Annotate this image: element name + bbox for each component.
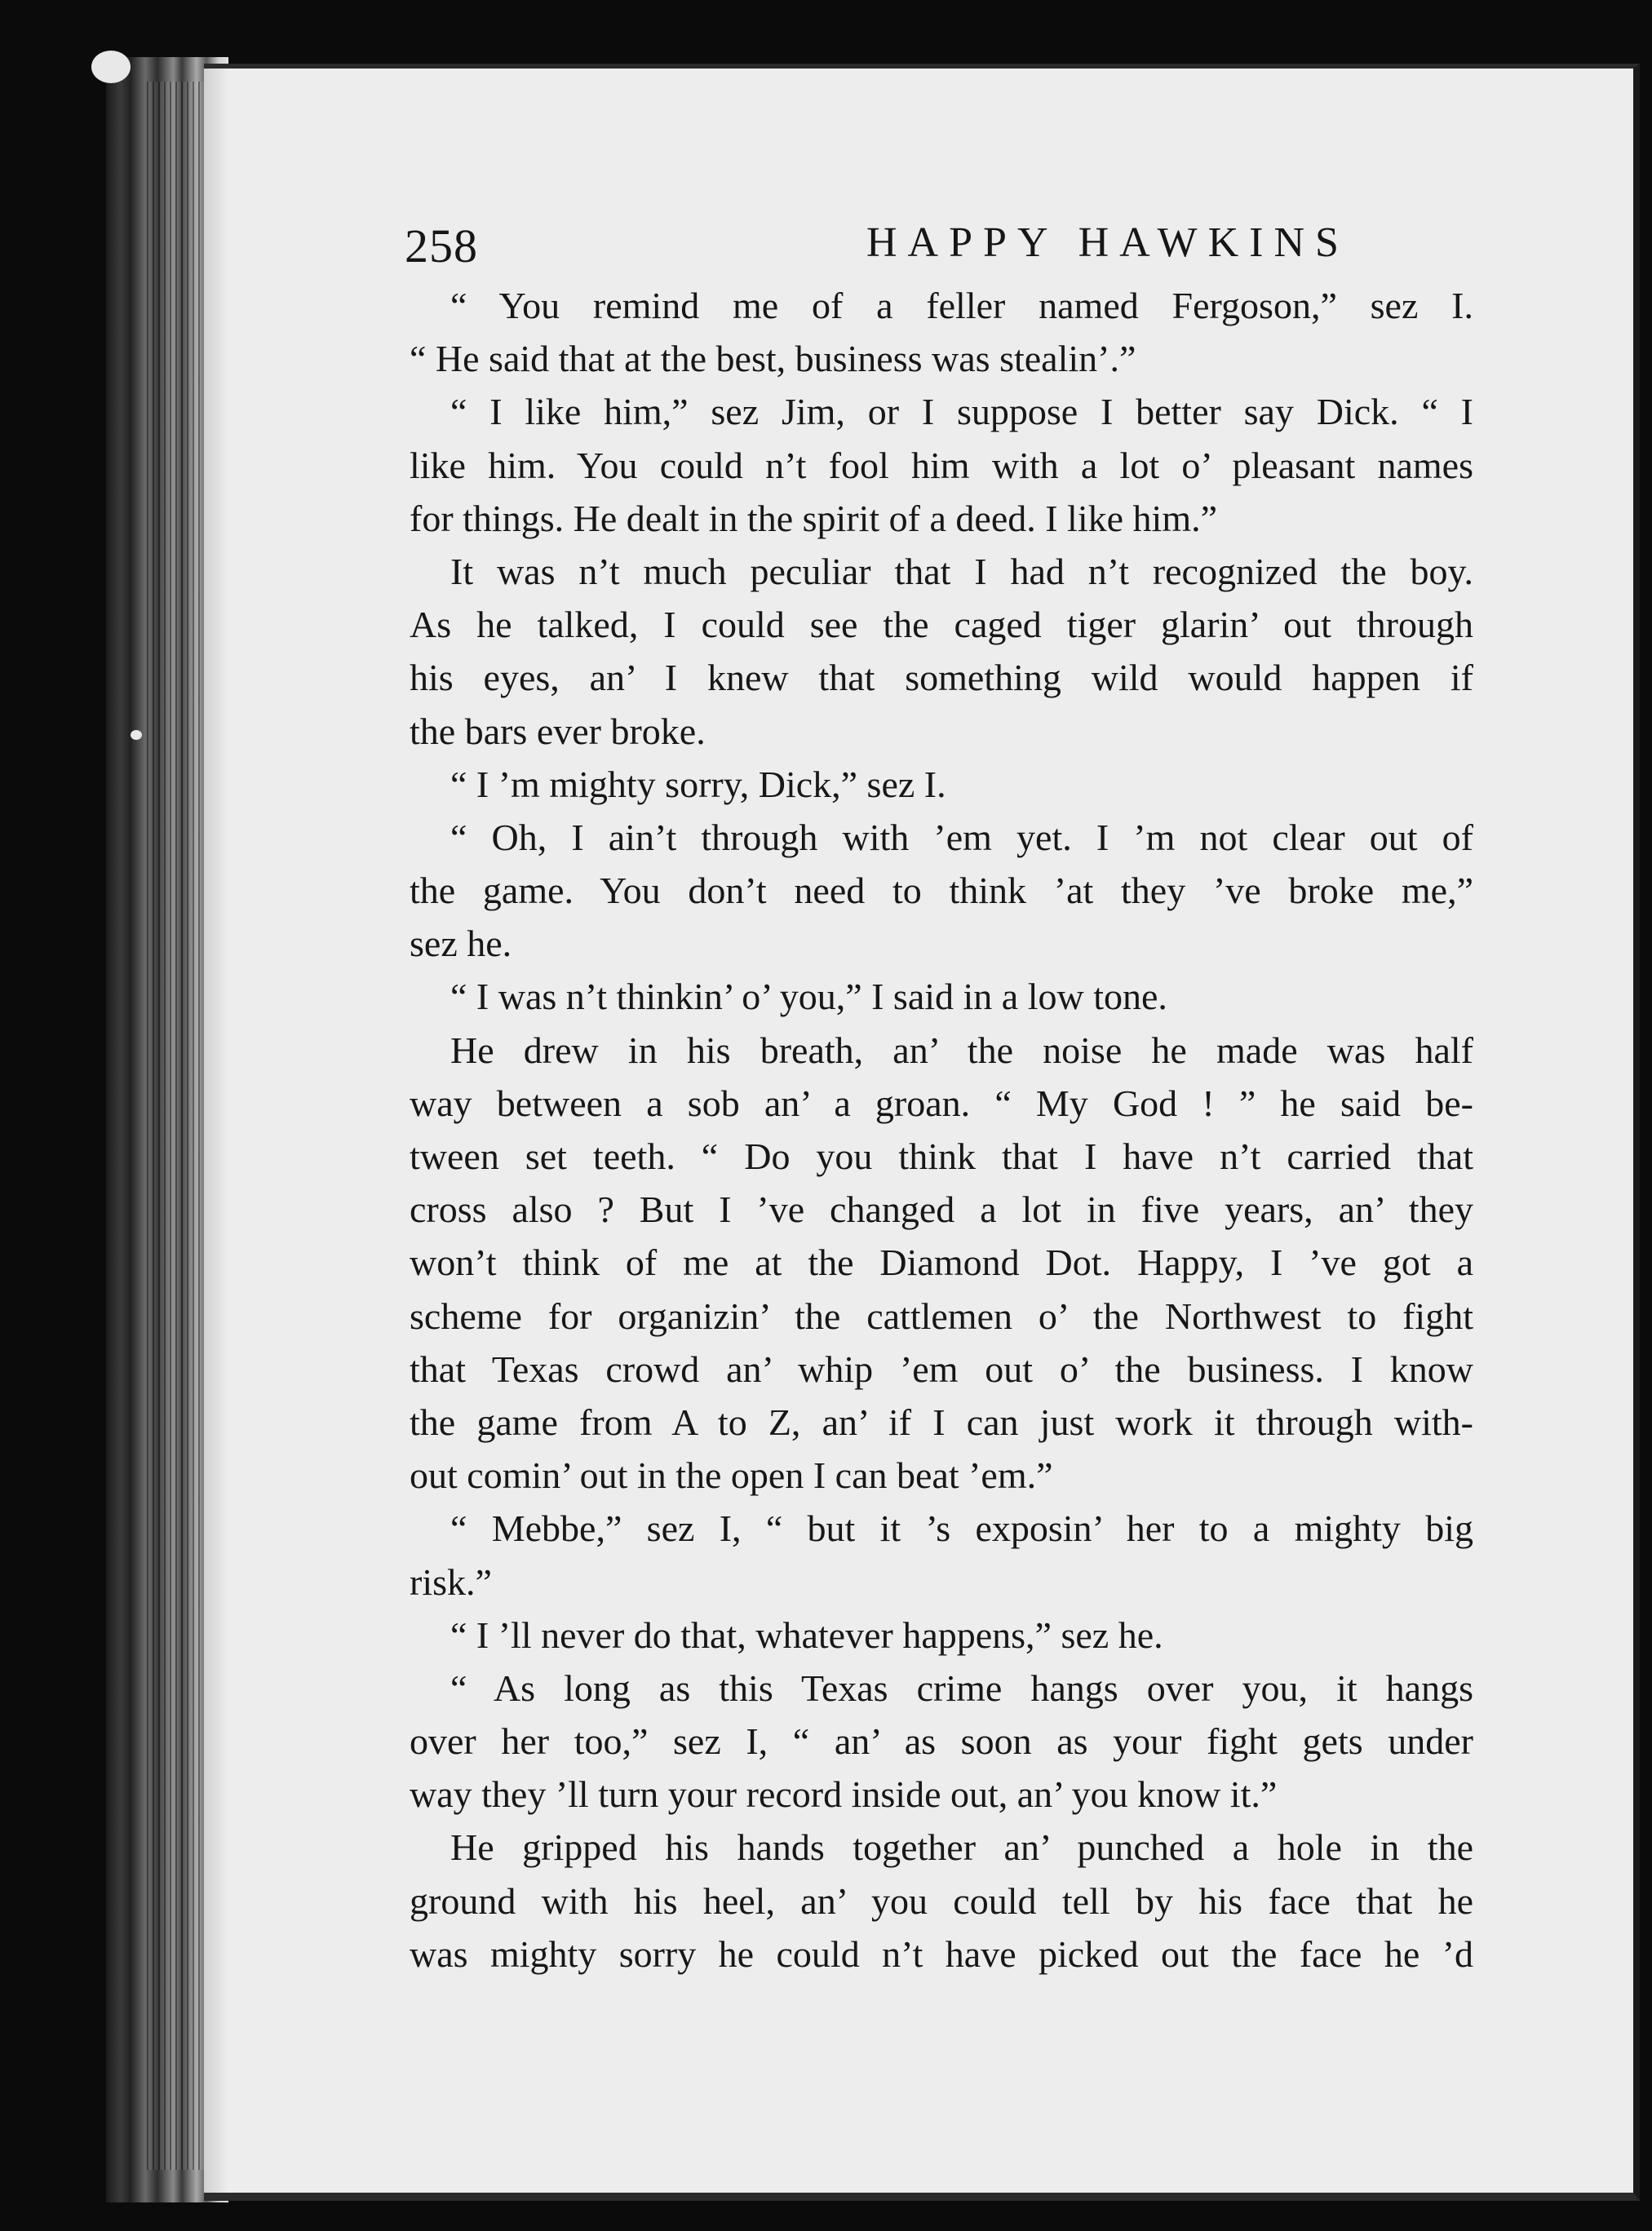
text-line: “ Mebbe,” sez I, “ but it ’s exposin’ her to a mighty big (450, 1507, 1473, 1550)
text-line: “ Oh, I ain’t through with ’em yet. I ’m not clear out of (450, 816, 1473, 858)
running-head: HAPPY HAWKINS (866, 219, 1349, 266)
text-line: like him. You could n’t fool him with a lot o’ pleasant names (410, 444, 1473, 486)
text-line: won’t think of me at the Diamond Dot. Happy, I ’ve got a (410, 1242, 1473, 1284)
text-line: As he talked, I could see the caged tiger glarin’ out through (410, 604, 1473, 646)
text-line: He drew in his breath, an’ the noise he made was half (450, 1029, 1473, 1071)
text-line: out comin’ out in the open I can beat ’em.” (410, 1454, 1053, 1497)
text-line: “ I was n’t thinkin’ o’ you,” I said in a low tone. (450, 976, 1167, 1018)
text-line: He gripped his hands together an’ punched a hole in the (450, 1826, 1473, 1869)
dust-speck (131, 730, 142, 740)
text-line: his eyes, an’ I knew that something wild would happen if (410, 657, 1473, 699)
text-line: the game from A to Z, an’ if I can just work it through with- (410, 1401, 1473, 1443)
text-line: way they ’ll turn your record inside out, an’ you know it.” (410, 1773, 1278, 1816)
text-line: sez he. (410, 923, 512, 965)
text-line: for things. He dealt in the spirit of a deed. I like him.” (410, 497, 1218, 539)
text-line: over her too,” sez I, “ an’ as soon as your fight gets under (410, 1720, 1473, 1763)
text-line: that Texas crowd an’ whip ’em out o’ the business. I know (410, 1348, 1473, 1390)
text-line: It was n’t much peculiar that I had n’t recognized the boy. (450, 550, 1473, 592)
text-line: “ I ’m mighty sorry, Dick,” sez I. (450, 763, 946, 805)
text-line: “ He said that at the best, business was stealin’.” (410, 338, 1136, 380)
page-stack-lines (147, 82, 212, 2170)
text-line: “ I ’ll never do that, whatever happens,” sez he. (450, 1613, 1163, 1656)
text-line: was mighty sorry he could n’t have picked out the face he ’d (410, 1932, 1473, 1975)
text-line: tween set teeth. “ Do you think that I have n’t carried that (410, 1135, 1473, 1177)
page-number: 258 (405, 219, 478, 272)
page-header (405, 212, 1465, 277)
text-line: “ I like him,” sez Jim, or I suppose I better say Dick. “ I (450, 391, 1473, 433)
text-line: ground with his heel, an’ you could tell by his face that he (410, 1879, 1473, 1922)
body-text (410, 279, 1473, 1981)
text-line: the game. You don’t need to think ’at they ’ve broke me,” (410, 870, 1473, 912)
text-line: scheme for organizin’ the cattlemen o’ the Northwest to fight (410, 1295, 1473, 1337)
text-line: “ As long as this Texas crime hangs over you, it hangs (450, 1667, 1473, 1709)
dust-speck (91, 51, 131, 83)
text-line: way between a sob an’ a groan. “ My God ! ” he said be- (410, 1082, 1473, 1124)
text-line: “ You remind me of a feller named Fergoson,” sez I. (450, 285, 1473, 326)
text-line: risk.” (410, 1560, 492, 1603)
text-line: cross also ? But I ’ve changed a lot in five years, an’ they (410, 1189, 1473, 1231)
text-line: the bars ever broke. (410, 710, 706, 752)
